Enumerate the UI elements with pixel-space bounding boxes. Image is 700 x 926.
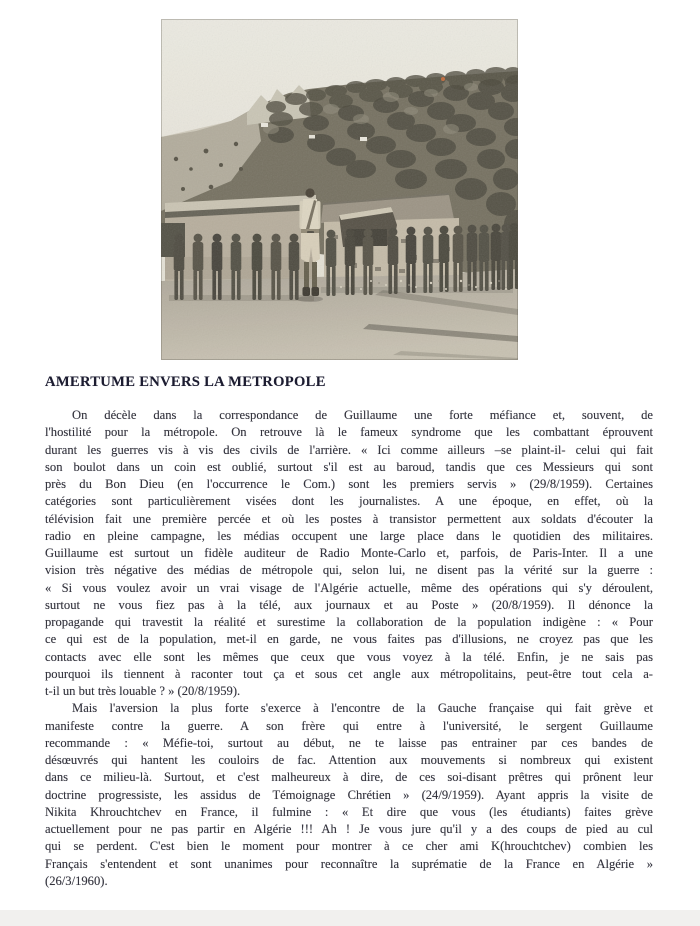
article-body — [45, 407, 653, 890]
text-line: télévision fait une première percée et où les postes à transistor permettent aux soldats d'écouter la — [45, 511, 653, 526]
text-line: Français s'entendent et sont unanimes pour reconnaître la suprématie de la France en Algérie » — [45, 856, 653, 871]
paragraph — [45, 700, 653, 890]
text-line: t-il un but très louable ? » (20/8/1959). — [45, 684, 241, 698]
text-line: près du Bon Dieu (en l'occurrence le Com.) sont les premiers servis » (29/8/1959). Certaines — [45, 477, 653, 491]
text-line: doctrine progressiste, les assidus de Témoignage Chrétien » (24/9/1959). Ayant appris la visite de — [45, 787, 653, 802]
text-line: actuellement pour ne pas partir en Algérie !!! Ah ! Je vous jure qu'il y a des coups de pied au cul — [45, 822, 653, 836]
text-line: manifeste contre la guerre. A son frère qui entre à l'université, le sergent Guillaume — [45, 718, 653, 733]
text-line: son boulot dans un coin est oublié, surtout s'il est au baroud, tandis que ces Messieurs qui sont — [45, 459, 653, 474]
paragraph — [45, 407, 653, 700]
text-line: On décèle dans la correspondance de Guillaume une forte méfiance et, souvent, de — [72, 408, 653, 422]
photo — [161, 19, 518, 360]
viewer-background-strip — [0, 910, 700, 926]
text-line: « Si vous voulez avoir un vrai visage de l'Algérie actuelle, même des opérations qui s'y déroulent, — [45, 580, 653, 595]
text-line: recommande : « Méfie-toi, surtout au début, ne te laisse pas entrainer par ces bandes de — [45, 735, 653, 750]
text-line: l'hostilité pour la métropole. On retrouve là le fameux syndrome que les combattant éprouvent — [45, 425, 653, 440]
text-line: Nikita Khrouchtchev en France, il fulmine : « Et dire que vous (les étudiants) faites grève — [45, 804, 653, 819]
text-line: surtout ne vous fiez pas à la télé, aux journaux et au Poste » (20/8/1959). Il dénonce la — [45, 597, 653, 612]
text-line: ce qui est de la population, met-il en garde, ne vous faites pas d'illusions, ne croyez pas que les — [45, 632, 653, 647]
text-line: radio en pleine campagne, les médias occupent une large place dans le quotidien des militaires. — [45, 528, 653, 543]
section-heading: AMERTUME ENVERS LA METROPOLE — [45, 374, 326, 390]
text-line: propagande qui travestit la réalité et surestime la collaboration de la population indigène : « Pour — [45, 615, 653, 629]
text-line: durant les guerres vis à vis des civils de l'arrière. « Ici comme ailleurs –se plaint-il- celui qui fait — [45, 442, 653, 457]
text-line: vision très négative des médias de métropole qui, selon lui, ne disent pas la vérité sur la guerre : — [45, 563, 653, 578]
text-line: pourquoi ils tiennent à raconter tout ça et sous cet angle aux métropolitains, peut-être tout cela a- — [45, 666, 653, 681]
text-line: dans ce milieu-là. Surtout, et c'est malheureux à dire, de ces soi-disant prêtres qui prônent leur — [45, 770, 653, 785]
text-line: Guillaume est surtout un fidèle auditeur de Radio Monte-Carlo et, parfois, de Paris-Inter. Il a une — [45, 546, 653, 560]
photo-image — [161, 19, 518, 360]
text-line: (26/3/1960). — [45, 873, 108, 888]
text-line: Mais l'aversion la plus forte s'exerce à l'encontre de la Gauche française qui fait grève et — [72, 701, 653, 716]
text-line: désœuvrés qui hantent les couloirs de fac. Attention aux mouvements si nombreux qui existent — [45, 753, 653, 767]
text-line: qui se perdent. C'est bien le moment pour montrer à ce cher ami K(hrouchtchev) combien les — [45, 839, 653, 854]
text-line: catégories sont particulièrement visées dont les journalistes. A une époque, en effet, où la — [45, 494, 653, 509]
text-line: contacts avec elle sont les mêmes que ceux que vous voyez à la télé. Enfin, je ne sais pas — [45, 649, 653, 664]
